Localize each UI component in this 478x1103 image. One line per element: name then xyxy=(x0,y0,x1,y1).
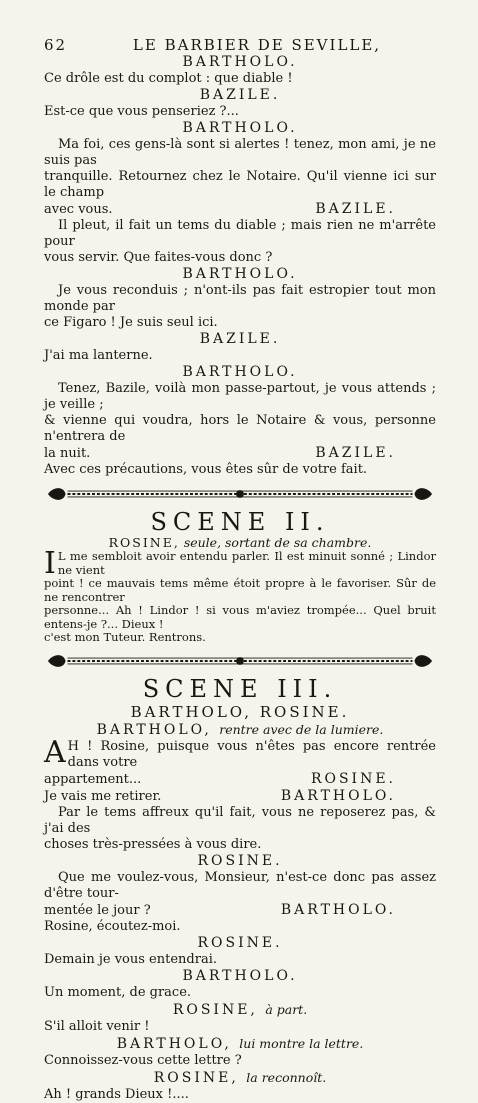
speech-line: Que me voulez-vous, Monsieur, n'est-ce donc pas assez d'être tour- xyxy=(44,869,436,901)
stage-direction: la reconnoît. xyxy=(246,1069,327,1085)
scene-title: SCENE II. xyxy=(150,508,330,536)
scene-heading xyxy=(44,536,436,550)
speech-line: vous servir. Que faites-vous donc ? xyxy=(44,250,273,265)
speech-line: ce Figaro ! Je suis seul ici. xyxy=(44,315,218,330)
speaker-with-direction xyxy=(44,1001,436,1019)
stage-direction: à part. xyxy=(265,1001,308,1017)
speech-line: choses très-pressées à vous dire. xyxy=(44,836,262,852)
speech-line: appartement... xyxy=(44,771,142,787)
speech-block xyxy=(44,734,436,788)
speaker-name: ROSINE. xyxy=(197,852,283,869)
speaker-name: BAZILE. xyxy=(315,201,396,217)
speech-line: Je vais me retirer. xyxy=(44,788,162,804)
speaker-name: BARTHOLO. xyxy=(280,787,396,804)
speech-line: Demain je vous entendrai. xyxy=(44,951,217,967)
speech-line-with-speaker xyxy=(44,201,436,218)
speech-line: tranquille. Retournez chez le Notaire. Qu'il vienne ici sur le champ xyxy=(44,169,436,200)
speaker-name: BARTHOLO. xyxy=(182,364,298,380)
speech-line: Par le tems affreux qu'il fait, vous ne reposerez pas, & j'ai des xyxy=(44,804,436,836)
speech-line: Un moment, de grace. xyxy=(44,984,192,1000)
speech-line: c'est mon Tuteur. Rentrons. xyxy=(44,630,206,644)
running-title: LE BARBIER DE SEVILLE, xyxy=(132,36,382,54)
speaker-name: BAZILE. xyxy=(315,445,396,461)
speaker-with-direction xyxy=(44,721,436,739)
scene-2 xyxy=(44,508,436,645)
speech-line: J'ai ma lanterne. xyxy=(44,348,153,363)
scene-title: SCENE III. xyxy=(142,674,338,703)
speaker-name: ROSINE, xyxy=(172,1001,258,1018)
speaker-with-direction xyxy=(44,1035,436,1053)
speech-line: L me sembloit avoir entendu parler. Il est minuit sonné ; Lindor ne vient xyxy=(57,549,436,577)
scene-2-text xyxy=(44,546,436,645)
speech-line: Avec ces précautions, vous êtes sûr de votre fait. xyxy=(44,462,368,477)
speech-line-with-speaker xyxy=(44,902,436,919)
page-number: 62 xyxy=(44,36,68,54)
speaker-name: BARTHOLO. xyxy=(182,120,298,136)
speech-line-with-speaker xyxy=(44,445,436,462)
speaker-name: ROSINE. xyxy=(197,934,283,951)
speech-line: point ! ce mauvais tems même étoit propre à le favoriser. Sûr de ne rencontrer xyxy=(44,576,436,604)
ornament-divider xyxy=(44,482,436,506)
dialogue-block-1 xyxy=(44,54,436,478)
speaker-name: BAZILE. xyxy=(199,331,281,347)
drop-cap: A xyxy=(44,734,66,770)
speech-line: Il pleut, il fait un tems du diable ; mais rien ne m'arrête pour xyxy=(44,218,436,249)
ornament-divider-icon xyxy=(44,484,436,504)
speaker-with-direction xyxy=(44,1069,436,1087)
scene-characters: BARTHOLO, ROSINE. xyxy=(130,702,350,721)
speech-line: & vienne qui voudra, hors le Notaire & vous, personne n'entrera de xyxy=(44,413,436,444)
speech-line: Rosine, écoutez-moi. xyxy=(44,918,181,934)
speech-line: Ma foi, ces gens-là sont si alertes ! tenez, mon ami, je ne suis pas xyxy=(44,137,436,168)
speech-line: Ah ! grands Dieux !.... xyxy=(44,1086,189,1102)
speech-line: H ! Rosine, puisque vous n'êtes pas encore rentrée dans votre xyxy=(67,738,436,770)
scene-character: ROSINE, xyxy=(108,535,180,550)
speaker-name: BARTHOLO. xyxy=(182,967,298,984)
speaker-name: BAZILE. xyxy=(199,87,281,103)
speech-line: Je vous reconduis ; n'ont-ils pas fait estropier tout mon monde par xyxy=(44,283,436,314)
speaker-name: ROSINE, xyxy=(153,1069,239,1086)
scene-3 xyxy=(44,675,436,1103)
stage-direction: lui montre la lettre. xyxy=(239,1035,364,1051)
speech-line: avec vous. xyxy=(44,202,113,217)
speaker-name: BARTHOLO, xyxy=(116,1035,232,1052)
speech-line: Tenez, Bazile, voilà mon passe-partout, je vous attends ; je veille ; xyxy=(44,381,436,412)
speaker-name: ROSINE. xyxy=(310,770,396,787)
stage-direction: seule, sortant de sa chambre. xyxy=(183,535,372,550)
speaker-name: BARTHOLO. xyxy=(182,54,298,70)
speech-line: Est-ce que vous penseriez ?... xyxy=(44,104,239,119)
speech-line: Ce drôle est du complot : que diable ! xyxy=(44,71,293,86)
speech-line: la nuit. xyxy=(44,446,91,461)
speech-line: Connoissez-vous cette lettre ? xyxy=(44,1052,242,1068)
drop-cap: I xyxy=(44,546,56,581)
speaker-name: BARTHOLO. xyxy=(182,266,298,282)
speaker-name: BARTHOLO, xyxy=(96,721,212,738)
speech-line: mentée le jour ? xyxy=(44,902,151,918)
ornament-divider-icon xyxy=(44,651,436,671)
speaker-name: BARTHOLO. xyxy=(280,901,396,918)
speech-line-with-speaker xyxy=(44,788,436,805)
page-header xyxy=(44,36,436,54)
ornament-divider xyxy=(44,649,436,673)
speech-line: S'il alloit venir ! xyxy=(44,1018,150,1034)
speech-line: personne... Ah ! Lindor ! si vous m'aviez trompée... Quel bruit entens-je ?... Dieux ! xyxy=(44,603,436,631)
speech-line-with-speaker xyxy=(44,771,436,788)
stage-direction: rentre avec de la lumiere. xyxy=(219,721,384,737)
